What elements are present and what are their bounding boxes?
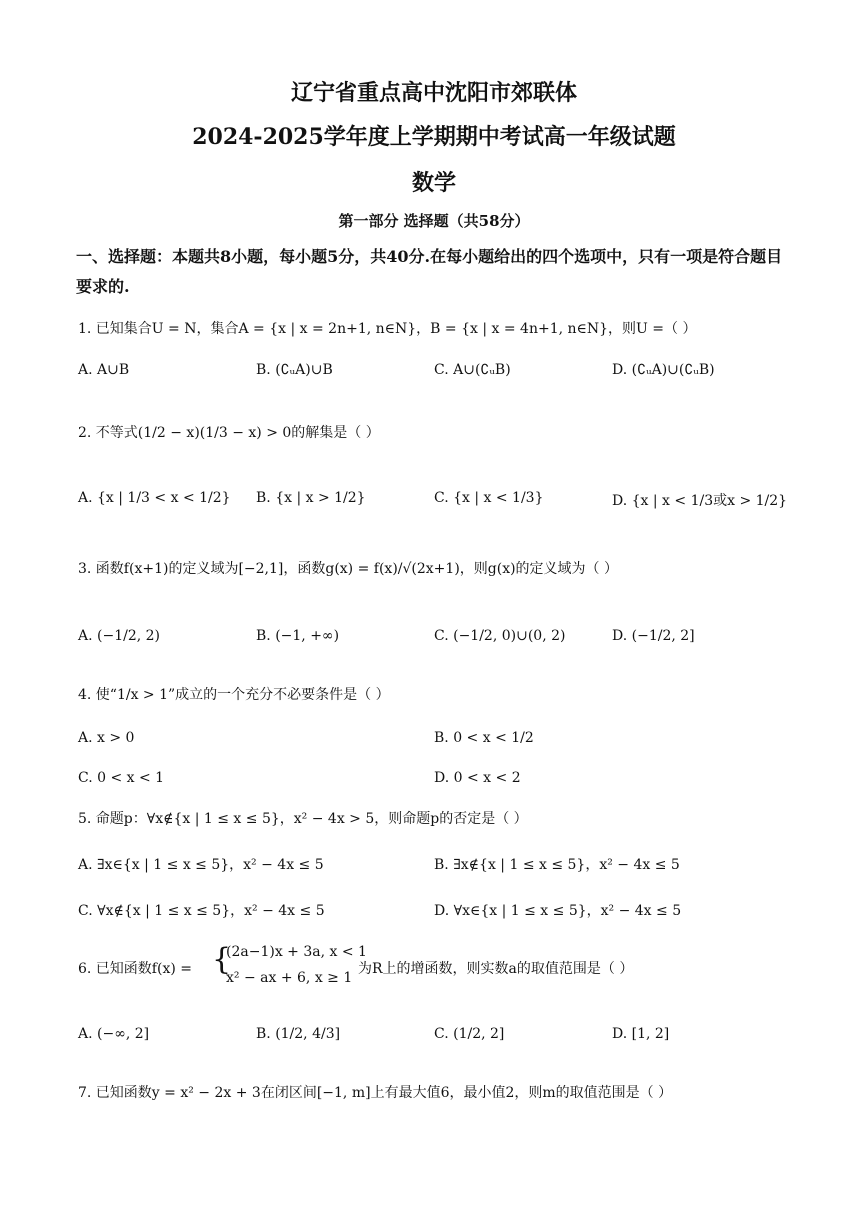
piecewise-brace: {: [212, 942, 232, 977]
question-6-case-2: x² − ax + 6, x ≥ 1: [226, 970, 353, 986]
question-4-option-b: B. 0 < x < 1/2: [434, 730, 534, 746]
question-2-option-c: C. {x | x < 1/3}: [434, 490, 544, 506]
question-2-option-b: B. {x | x > 1/2}: [256, 490, 366, 506]
question-6-stem-start: 6. 已知函数f(x) =: [78, 961, 192, 977]
question-6-option-a: A. (−∞, 2]: [78, 1026, 150, 1042]
question-1-option-c: C. A∪(∁ᵤB): [434, 362, 511, 378]
question-5-option-a: A. ∃x∈{x | 1 ≤ x ≤ 5}，x² − 4x ≤ 5: [78, 857, 324, 873]
question-1-stem: 1. 已知集合U = N，集合A = {x | x = 2n+1, n∈N}，B = {x | x = 4n+1, n∈N}，则U =（ ）: [78, 321, 697, 337]
question-4-stem: 4. 使“1/x > 1”成立的一个充分不必要条件是（ ）: [78, 687, 390, 703]
question-3-stem: 3. 函数f(x+1)的定义域为[−2,1]，函数g(x) = f(x)/√(2x+1)，则g(x)的定义域为（ ）: [78, 561, 619, 577]
question-5-option-b: B. ∃x∉{x | 1 ≤ x ≤ 5}，x² − 4x ≤ 5: [434, 857, 680, 873]
question-3-option-d: D. (−1/2, 2]: [612, 628, 695, 644]
question-5-stem: 5. 命题p：∀x∉{x | 1 ≤ x ≤ 5}，x² − 4x > 5，则命题p的否定是（ ）: [78, 811, 528, 827]
question-4-option-d: D. 0 < x < 2: [434, 770, 521, 786]
question-3-option-b: B. (−1, +∞): [256, 628, 340, 644]
question-6-option-b: B. (1/2, 4/3]: [256, 1026, 341, 1042]
exam-header-title: 2024-2025学年度上学期期中考试高一年级试题: [192, 124, 676, 150]
question-2-option-d: D. {x | x < 1/3或x > 1/2}: [612, 493, 788, 509]
question-6-option-d: D. [1, 2]: [612, 1026, 670, 1042]
question-3-option-a: A. (−1/2, 2): [78, 628, 161, 644]
question-5-option-d: D. ∀x∈{x | 1 ≤ x ≤ 5}，x² − 4x ≤ 5: [434, 903, 682, 919]
question-6-case-1: (2a−1)x + 3a, x < 1: [226, 944, 367, 960]
exam-header-school: 辽宁省重点高中沈阳市郊联体: [290, 80, 577, 106]
question-7-stem: 7. 已知函数y = x² − 2x + 3在闭区间[−1, m]上有最大值6，最小值2，则m的取值范围是（ ）: [78, 1085, 673, 1101]
question-5-option-c: C. ∀x∉{x | 1 ≤ x ≤ 5}，x² − 4x ≤ 5: [78, 903, 325, 919]
question-3-option-c: C. (−1/2, 0)∪(0, 2): [434, 628, 566, 644]
question-1-option-b: B. (∁ᵤA)∪B: [256, 362, 333, 378]
question-4-option-c: C. 0 < x < 1: [78, 770, 165, 786]
question-6-option-c: C. (1/2, 2]: [434, 1026, 505, 1042]
question-1-option-a: A. A∪B: [78, 362, 130, 378]
question-2-option-a: A. {x | 1/3 < x < 1/2}: [78, 490, 231, 506]
question-4-option-a: A. x > 0: [78, 730, 135, 746]
section-instructions: 一、选择题：本题共8小题，每小题5分，共40分.在每小题给出的四个选项中，只有一项是符合题目要求的.: [76, 247, 783, 296]
question-1-option-d: D. (∁ᵤA)∪(∁ᵤB): [612, 362, 715, 378]
exam-header-subject: 数学: [411, 170, 456, 196]
exam-part-heading: 第一部分 选择题（共58分）: [338, 212, 530, 230]
question-6-stem-end: 为R上的增函数，则实数a的取值范围是（ ）: [358, 961, 634, 977]
question-2-stem: 2. 不等式(1/2 − x)(1/3 − x) > 0的解集是（ ）: [78, 425, 380, 441]
